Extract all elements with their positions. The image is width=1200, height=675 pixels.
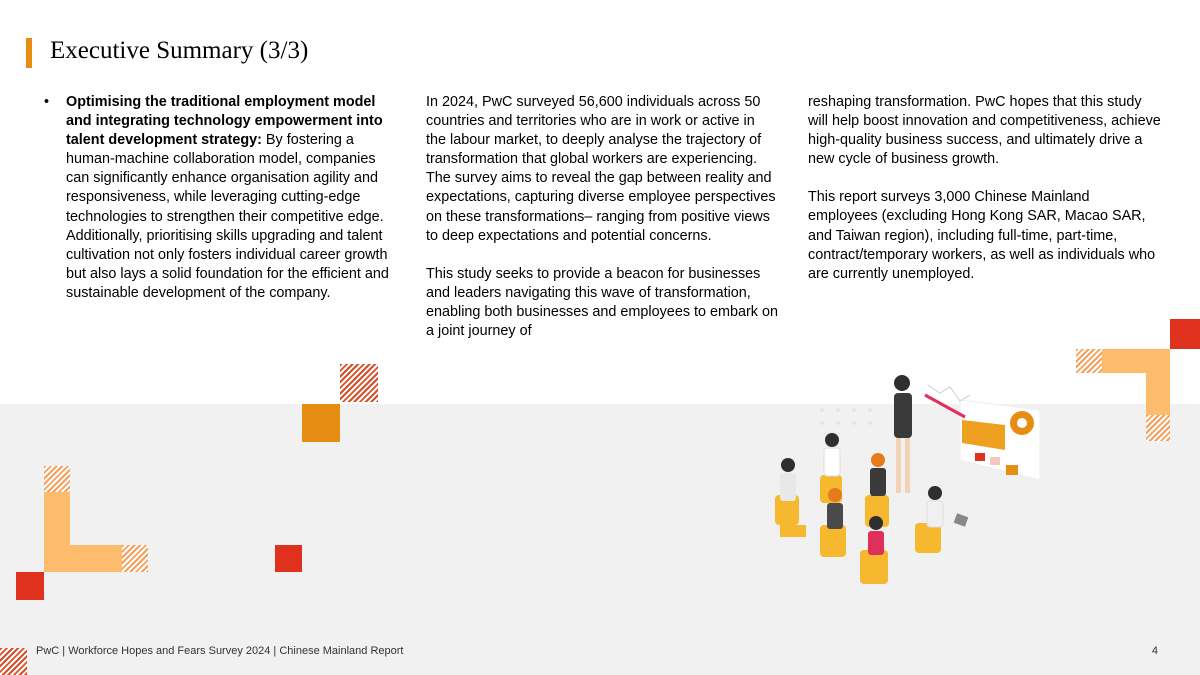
decor-peach-horizontal: [70, 545, 122, 572]
bullet-bold-lead: Optimising the traditional employment model and integrating technology empowerment into talent development strategy:: [66, 94, 383, 149]
decor-peach-vertical: [44, 492, 70, 572]
footer-text: PwC | Workforce Hopes and Fears Survey 2024 | Chinese Mainland Report: [36, 645, 404, 657]
decor-hatch-small-2: [122, 545, 148, 572]
column-2: [426, 93, 778, 341]
decor-hatch-small: [44, 466, 70, 492]
decor-peach-right-horizontal: [1102, 349, 1170, 373]
bullet-paragraph: [66, 93, 394, 303]
decor-hatch-right-2: [1146, 415, 1170, 441]
decor-hatch-square: [340, 364, 378, 402]
decor-red-square-right: [1170, 319, 1200, 349]
decor-red-square: [16, 572, 44, 600]
column-3-paragraph-1: reshaping transformation. PwC hopes that this study will help boost innovation and competitiveness, achieve high-quality business success, and ultimately drive a new cycle of business growth.: [808, 94, 1161, 168]
bullet-item: [44, 93, 394, 303]
decor-hatch-corner: [0, 648, 27, 675]
column-3-paragraph-2: This report surveys 3,000 Chinese Mainland employees (excluding Hong Kong SAR, Macao SAR, and Taiwan region), including full-time, part-time, contract/temporary workers, as well as individuals who are currently unemployed.: [808, 189, 1156, 282]
column-3: [808, 93, 1163, 284]
page-title: Executive Summary (3/3): [50, 37, 309, 64]
column-2-paragraph-1: In 2024, PwC surveyed 56,600 individuals across 50 countries and territories who are in work or active in the labour market, to deeply analyse the trajectory of transformation that global workers are experiencing. The survey aims to reveal the gap between reality and expectations, capturing diverse employee perspectives on these transformations– ranging from positive views to deep expectations and potential concerns.: [426, 94, 776, 244]
decor-red-square-2: [275, 545, 302, 572]
column-1: [44, 93, 394, 303]
decor-peach-right-vertical: [1146, 373, 1170, 415]
bullet-icon: •: [44, 94, 50, 110]
meeting-illustration: [760, 365, 1070, 615]
title-accent-bar: [26, 38, 32, 68]
decor-orange-square: [302, 404, 340, 442]
decor-hatch-right: [1076, 349, 1102, 373]
column-2-paragraph-2: This study seeks to provide a beacon for businesses and leaders navigating this wave of transformation, enabling both businesses and employees to embark on a joint journey of: [426, 265, 779, 340]
bullet-body: By fostering a human-machine collaboration model, companies can significantly enhance organisation agility and responsiveness, while leveraging cutting-edge technologies to strengthen their competitive edge. Additionally, prioritising skills upgrading and talent cultivation not only fosters individual career growth but also lays a solid foundation for the efficient and sustainable development of the company.: [66, 132, 389, 301]
page-number: 4: [1151, 645, 1158, 657]
